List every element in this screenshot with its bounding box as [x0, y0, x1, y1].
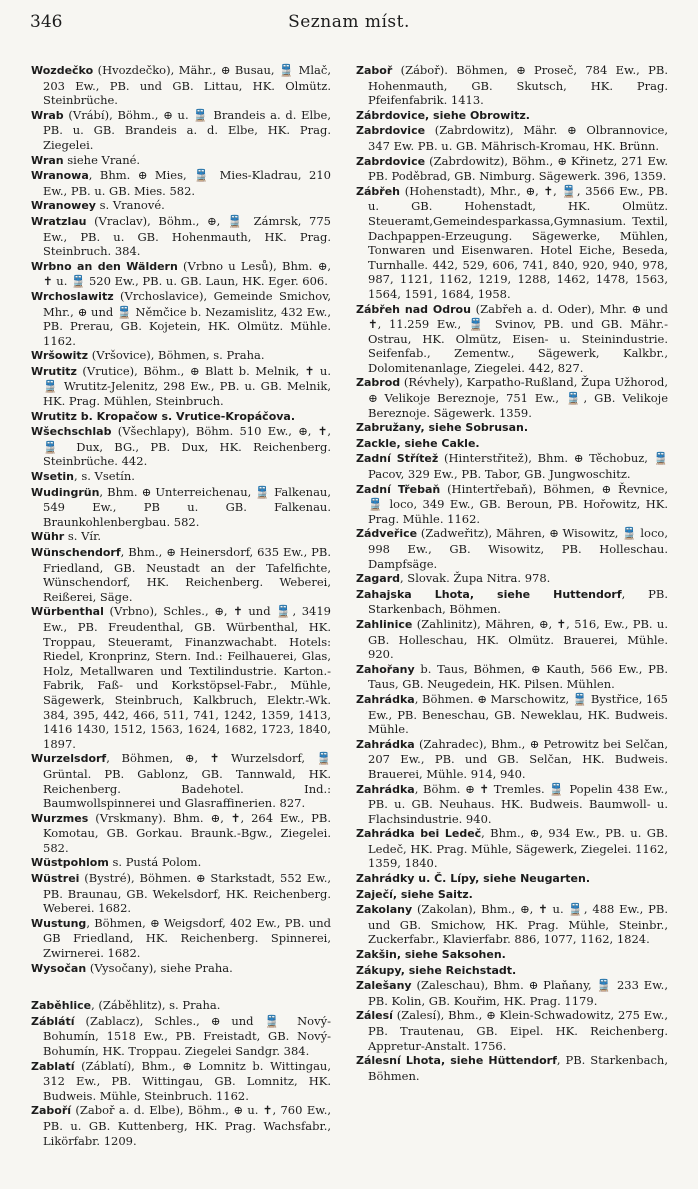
entry-headword: Wrutitz b. Kropačow s. Vrutice-Kropáčova. [31, 409, 296, 423]
entry-text: (Záblatí), Bhm., ⊕ Lomnitz b. Wittingau, 312 Ew., PB. Wittingau, GB. Lomnitz, HK. Budweis. Mühle, Steinbruch. 1162. [43, 1058, 331, 1103]
entry-headword: Zadní Střítež [356, 452, 439, 466]
entry-headword: Zahrádka [356, 692, 415, 706]
page-header [30, 12, 668, 38]
entry-headword: Wršowitz [31, 349, 89, 363]
entry-headword: Zálesí [356, 1009, 393, 1023]
gazetteer-entry [356, 887, 668, 903]
entry-text: , Bhm., ⊕, 934 Ew., PB. u. GB. Ledeč, HK. Prag. Mühle, Sägewerk, Ziegelei. 1162, 1359, 1840. [368, 826, 668, 871]
entry-headword: Wrchoslawitz [31, 289, 114, 303]
entry-headword: Zálesní Lhota, siehe Hüttendorf [356, 1054, 557, 1068]
entry-headword: Zahrádka bei Ledeč [356, 827, 482, 841]
gazetteer-entry [356, 662, 668, 692]
gazetteer-entry [31, 485, 331, 530]
gazetteer-entry [31, 348, 331, 364]
entry-text: , PB. Starkenbach, Böhmen. [368, 1053, 668, 1083]
entry-headword: Wran [31, 153, 64, 167]
gazetteer-entry [356, 617, 668, 662]
gazetteer-entry [356, 108, 668, 124]
entry-headword: Zakšin, siehe Saksohen. [356, 948, 506, 962]
gazetteer-entry [356, 782, 668, 827]
entry-text: (Vrskmany). Bhm. ⊕, ✝, 264 Ew., PB. Komotau, GB. Gorkau. Braunk.-Bgw., Ziegelei. 582. [43, 810, 331, 855]
gazetteer-entry [356, 871, 668, 887]
entry-text: (Zadweřitz), Mähren, ⊕ Wisowitz, 🚆 loco, 998 Ew., GB. Wisowitz, PB. Holleschau. Dampfsäge. [368, 526, 668, 571]
entry-headword: Wühr [31, 530, 65, 544]
gazetteer-entry [31, 1103, 331, 1148]
gazetteer-entry [31, 108, 331, 153]
entry-headword: Wozdečko [31, 64, 94, 77]
entry-text: (Zaboř a. d. Elbe), Böhm., ⊕ u. ✝, 760 Ew., PB. u. GB. Kuttenberg, HK. Prag. Wachsfabr., Likörfabr. 1209. [43, 1103, 331, 1148]
page-number: 346 [30, 12, 63, 32]
entry-headword: Wustung [31, 916, 87, 930]
gazetteer-entry [31, 916, 331, 961]
gazetteer-entry [31, 604, 331, 751]
entry-headword: Zahajska Lhota, siehe Huttendorf [356, 587, 622, 601]
gazetteer-entry [31, 1014, 331, 1059]
entry-text: (Vrchoslavice), Gemeinde Smichov, Mhr., ⊕ und 🚆 Němčice b. Nezamislitz, 432 Ew., PB. Prerau, GB. Kojetein, HK. Olmütz. Mühle. 1162. [43, 288, 331, 348]
gazetteer-entry [356, 184, 668, 302]
entry-headword: Zabrdovice [356, 154, 426, 168]
entry-text: , PB. Starkenbach, Böhmen. [368, 586, 668, 617]
gazetteer-entry [356, 571, 668, 587]
entry-headword: Zábřeh nad Odrou [356, 302, 471, 316]
gazetteer-entry [356, 420, 668, 436]
gazetteer-entry [31, 811, 331, 856]
entry-headword: Zadní Třebaň [356, 482, 441, 496]
entry-text: (Vrbno), Schles., ⊕, ✝ und 🚆, 3419 Ew., PB. Freudenthal, GB. Würbenthal, HK. Troppau, Steueramt, Finanzwachabt. Hotels: Riedel, Kronprinz, Stern. Ind.: Feilhauerei, Glas, Holz, Metallwaren und Textilindustrie. Karton.-Fabrik, Faß- und Korkstöpsel-Fabr., Mühle, Sägewerk, Steinbruch, Kalkbruch, Elektr.-Wk. 384, 395, 442, 466, 511, 741, 1242, 1359, 1413, 1416 1430, 1512, 1563, 1624, 1682, 1723, 1840, 1897. [43, 604, 331, 751]
gazetteer-entry [31, 259, 331, 289]
page-title: Seznam míst. [288, 12, 410, 32]
entry-headword: Wrutitz [31, 364, 77, 378]
entry-text: , s. Vsetín. [74, 469, 135, 484]
entry-text: (Zakolan), Bhm., ⊕, ✝ u. 🚆, 488 Ew., PB. und GB. Smichow, HK. Prag. Mühle, Steinbr., Zuckerfabr., Klavierfabr. 886, 1077, 1162, 1824. [368, 902, 668, 947]
entry-text: (Hinterstřitež), Bhm. ⊕ Těchobuz, 🚆 Pacov, 329 Ew., PB. Tabor, GB. Jungwoschitz. [368, 451, 668, 482]
entry-text: (Zabrdowitz), Böhm., ⊕ Křinetz, 271 Ew. PB. Poděbrad, GB. Nimburg. Sägewerk. 396, 1359. [368, 153, 668, 184]
entry-text: (Bystré), Böhmen. ⊕ Starkstadt, 552 Ew., PB. Braunau, GB. Wekelsdorf, HK. Reichenberg. Weberei. 1682. [43, 871, 331, 916]
entry-headword: Záblátí [31, 1014, 75, 1028]
gazetteer-entry [31, 63, 331, 108]
entry-headword: Wrbno an den Wäldern [31, 259, 178, 273]
gazetteer-entry [356, 692, 668, 737]
entry-headword: Wysočan [31, 961, 87, 975]
entry-headword: Zahrádky u. Č. Lípy, siehe Neugarten. [356, 872, 591, 886]
entry-text: (Vrbno u Lesů), Bhm. ⊕, ✝ u. 🚆 520 Ew., PB. u. GB. Laun, HK. Eger. 606. [43, 258, 331, 289]
entry-text: (Vraclav), Böhm., ⊕, 🚆 Zámrsk, 775 Ew., PB. u. GB. Hohenmauth, HK. Prag. Steinbruch. 384. [43, 213, 331, 259]
entry-headword: Zabrod [356, 376, 401, 390]
entry-text: (Hintertřebaň), Böhmen, ⊕ Řevnice, 🚆 loco, 349 Ew., GB. Beroun, PB. Hořowitz, HK. Prag. Mühle. 1162. [368, 481, 668, 526]
entry-headword: Wüstrei [31, 872, 80, 886]
gazetteer-entry [31, 198, 331, 214]
gazetteer-entry [31, 409, 331, 425]
gazetteer-entry [356, 375, 668, 420]
entry-headword: Wurzelsdorf [31, 752, 107, 766]
entry-text: (Zaleschau), Bhm. ⊕ Plaňany, 🚆 233 Ew., PB. Kolin, GB. Kouřim, HK. Prag. 1179. [368, 978, 668, 1008]
entry-headword: Zákupy, siehe Reichstadt. [356, 963, 517, 977]
entry-text: siehe Vrané. [63, 152, 141, 167]
gazetteer-entry [31, 998, 331, 1014]
entry-text: b. Taus, Böhmen, ⊕ Kauth, 566 Ew., PB. Taus, GB. Neugedein, HK. Pilsen. Mühlen. [368, 661, 668, 692]
entry-text: s. Pustá Polom. [108, 855, 202, 870]
entry-headword: Zabrdovice [356, 124, 426, 138]
entry-headword: Zahrádka [356, 782, 415, 796]
right-column [356, 63, 668, 1173]
entry-text: , Böhmen. ⊕ Marschowitz, 🚆 Bystřice, 165 Ew., PB. Beneschau, GB. Neweklau, HK. Budweis. Mühle. [368, 691, 668, 737]
entry-headword: Zahlinice [356, 617, 413, 631]
gazetteer-entry [356, 526, 668, 571]
entry-headword: Wranowa [31, 169, 89, 183]
entry-text: , Slovak. Župa Nitra. 978. [400, 571, 551, 586]
entry-headword: Wšechschlab [31, 425, 112, 439]
gazetteer-entry [356, 63, 668, 108]
entry-headword: Zaboř [356, 64, 393, 77]
entry-headword: Zalešany [356, 979, 412, 993]
gazetteer-entry [31, 1059, 331, 1104]
entry-text: , Böhmen, ⊕ Weigsdorf, 402 Ew., PB. und GB Friedland, HK. Reichenberg. Spinnerei, Zwirnerei. 1682. [43, 915, 331, 961]
gazetteer-entry [356, 302, 668, 376]
gazetteer-entry [356, 947, 668, 963]
gazetteer-entry [356, 737, 668, 782]
entry-headword: Zabružany, siehe Sobrusan. [356, 421, 528, 435]
gazetteer-entry [31, 545, 331, 604]
entry-headword: Wrab [31, 108, 64, 122]
entry-text: (Vrábí), Böhm., ⊕ u. 🚆 Brandeis a. d. Elbe, PB. u. GB. Brandeis a. d. Elbe, HK. Prag. Ziegelei. [43, 107, 331, 152]
entry-headword: Wranowey [31, 199, 96, 213]
entry-text: (Vrutice), Böhm., ⊕ Blatt b. Melnik, ✝ u. 🚆 Wrutitz-Jelenitz, 298 Ew., PB. u. GB. Melnik, HK. Prag. Mühlen, Steinbruch. [43, 363, 331, 409]
gazetteer-entry [31, 469, 331, 485]
entry-headword: Würbenthal [31, 605, 104, 619]
entry-text: (Hvozdečko), Mähr., ⊕ Busau, 🚆 Mlač, 203 Ew., PB. und GB. Littau, HK. Olmütz. Steinbrüche. [43, 63, 331, 108]
entry-headword: Zádveřice [356, 527, 418, 541]
gazetteer-entry [356, 451, 668, 481]
gazetteer-entry [356, 1008, 668, 1053]
gazetteer-entry [31, 961, 331, 977]
entry-text: , (Záběhlitz), s. Praha. [91, 998, 221, 1013]
entry-text: , Bhm. ⊕ Mies, 🚆 Mies-Kladrau, 210 Ew., PB. u. GB. Mies. 582. [43, 168, 331, 198]
entry-text: (Zabřeh a. d. Oder), Mhr. ⊕ und ✝, 11.259 Ew., 🚆 Svinov, PB. und GB. Mähr.-Ostrau, HK. Olmütz, Eisen- u. Steinindustrie. Seifenfab., Zementw., Sägewerk, Kalkbr., Dolomitenanlage, Ziegelei. 442, 827. [368, 301, 668, 375]
entry-text: (Zablacz), Schles., ⊕ und 🚆 Nový-Bohumín, 1518 Ew., PB. Freistadt, GB. Nový-Bohumín, HK. Troppau. Ziegelei Sandgr. 384. [43, 1013, 331, 1058]
gazetteer-entry [31, 855, 331, 871]
entry-headword: Zablatí [31, 1059, 75, 1073]
gazetteer-entry [356, 978, 668, 1008]
gazetteer-entry [356, 902, 668, 947]
gazetteer-entry [356, 482, 668, 527]
gazetteer-entry [31, 871, 331, 916]
gazetteer-entry [356, 826, 668, 871]
entry-headword: Zaječí, siehe Saitz. [356, 887, 473, 901]
entry-text: (Vršovice), Böhmen, s. Praha. [88, 348, 265, 363]
entry-text: (Všechlapy), Böhm. 510 Ew., ⊕, ✝, 🚆 Dux, BG., PB. Dux, HK. Reichenberg. Steinbrüche. 442. [43, 424, 331, 469]
gazetteer-entry [356, 154, 668, 184]
gazetteer-entry [31, 214, 331, 259]
entry-text: , Bhm. ⊕ Unterreichenau, 🚆 Falkenau, 549 Ew., PB u. GB. Falkenau. Braunkohlenbergbau. 582. [43, 484, 331, 529]
entry-text: (Révhely), Karpatho-Rußland, Župa Užhorod, ⊕ Velikoje Bereznoje, 751 Ew., 🚆, GB. Velikoje Bereznoje. Sägewerk. 1359. [368, 375, 668, 420]
entry-text: (Zalesí), Bhm., ⊕ Klein-Schwadowitz, 275 Ew., PB. Trautenau, GB. Eipel. HK. Reichenberg. Appretur-Anstalt. 1756. [368, 1008, 668, 1053]
entry-text: (Hohenstadt), Mhr., ⊕, ✝, 🚆, 3566 Ew., PB. u. GB. Hohenstadt, HK. Olmütz. Steueramt,Gemeindesparkassa,Gymnasium. Textil, Dachpappen-Erzeugung. Sägewerke, Mühlen, Tonwaren und Eisenwaren. Hotel Eiche, Beseda, Turnhalle. 442, 529, 606, 741, 840, 920, 940, 978, 987, 1121, 1162, 1219, 1288, 1462, 1478, 1563, 1564, 1591, 1684, 1958. [368, 183, 668, 301]
gazetteer-entry [31, 751, 331, 810]
gazetteer-entry [356, 587, 668, 617]
entry-text: (Zahlinitz), Mähren, ⊕, ✝, 516, Ew., PB. u. GB. Holleschau, HK. Olmütz. Brauerei, Mühle. 920. [368, 616, 668, 662]
entry-headword: Zábřeh [356, 184, 400, 198]
entry-text: , Böhmen, ⊕, ✝ Wurzelsdorf, 🚆 Grüntal. PB. Gablonz, GB. Tannwald, HK. Reichenberg. Badehotel. Ind.: Baumwollspinnerei und Glasraffinerien. 827. [43, 751, 331, 811]
entry-headword: Wüstpohlom [31, 856, 109, 870]
gazetteer-entry [31, 168, 331, 198]
entry-headword: Wudingrün [31, 485, 100, 499]
left-column [31, 63, 331, 1173]
entry-headword: Wratzlau [31, 214, 87, 228]
entry-headword: Zackle, siehe Cakle. [356, 436, 480, 450]
gazetteer-entry [356, 123, 668, 153]
entry-headword: Zaboří [31, 1104, 72, 1118]
section-gap [31, 976, 331, 998]
gazetteer-entry [31, 289, 331, 348]
entry-text: (Zabrdowitz), Mähr. ⊕ Olbrannovice, 347 Ew. PB. u. GB. Mährisch-Kromau, HK. Brünn. [368, 123, 668, 153]
entry-text: s. Vranové. [95, 198, 165, 213]
entry-headword: Wünschendorf [31, 546, 121, 559]
entry-text: (Záboř). Böhmen, ⊕ Proseč, 784 Ew., PB. Hohenmauth, GB. Skutsch, HK. Prag. Pfeifenfabrik. 1413. [368, 63, 668, 108]
entry-text: s. Vír. [64, 529, 101, 544]
entry-headword: Zahořany [356, 662, 415, 676]
gazetteer-entry [356, 963, 668, 979]
entry-headword: Zaběhlice [31, 999, 92, 1013]
gazetteer-entry [356, 436, 668, 452]
entry-text: , Böhm. ⊕ ✝ Tremles. 🚆 Popelin 438 Ew., PB. u. GB. Neuhaus. HK. Budweis. Baumwoll- u. Flachsindustrie. 940. [368, 781, 668, 826]
gazetteer-entry [31, 424, 331, 469]
entry-text: (Vysočany), siehe Praha. [86, 960, 233, 975]
gazetteer-entry [31, 153, 331, 169]
entry-headword: Zakolany [356, 903, 413, 917]
entry-headword: Wsetin [31, 470, 75, 484]
gazetteer-entry [356, 1053, 668, 1083]
gazetteer-entry [31, 529, 331, 545]
entry-headword: Zábrdovice, siehe Obrowitz. [356, 108, 530, 122]
entry-headword: Zagard [356, 572, 400, 586]
gazetteer-entry [31, 364, 331, 409]
entry-text: (Zahradec), Bhm., ⊕ Petrowitz bei Selčan, 207 Ew., PB. und GB. Selčan, HK. Budweis. Brauerei, Mühle. 914, 940. [368, 736, 668, 781]
entry-headword: Wurzmes [31, 811, 89, 825]
entry-text: , Bhm., ⊕ Heinersdorf, 635 Ew., PB. Friedland, GB. Neustadt an der Tafelfichte, Wünschendorf, HK. Reichenberg. Weberei, Reißerei, Säge. [43, 545, 331, 604]
entry-headword: Zahrádka [356, 737, 415, 751]
